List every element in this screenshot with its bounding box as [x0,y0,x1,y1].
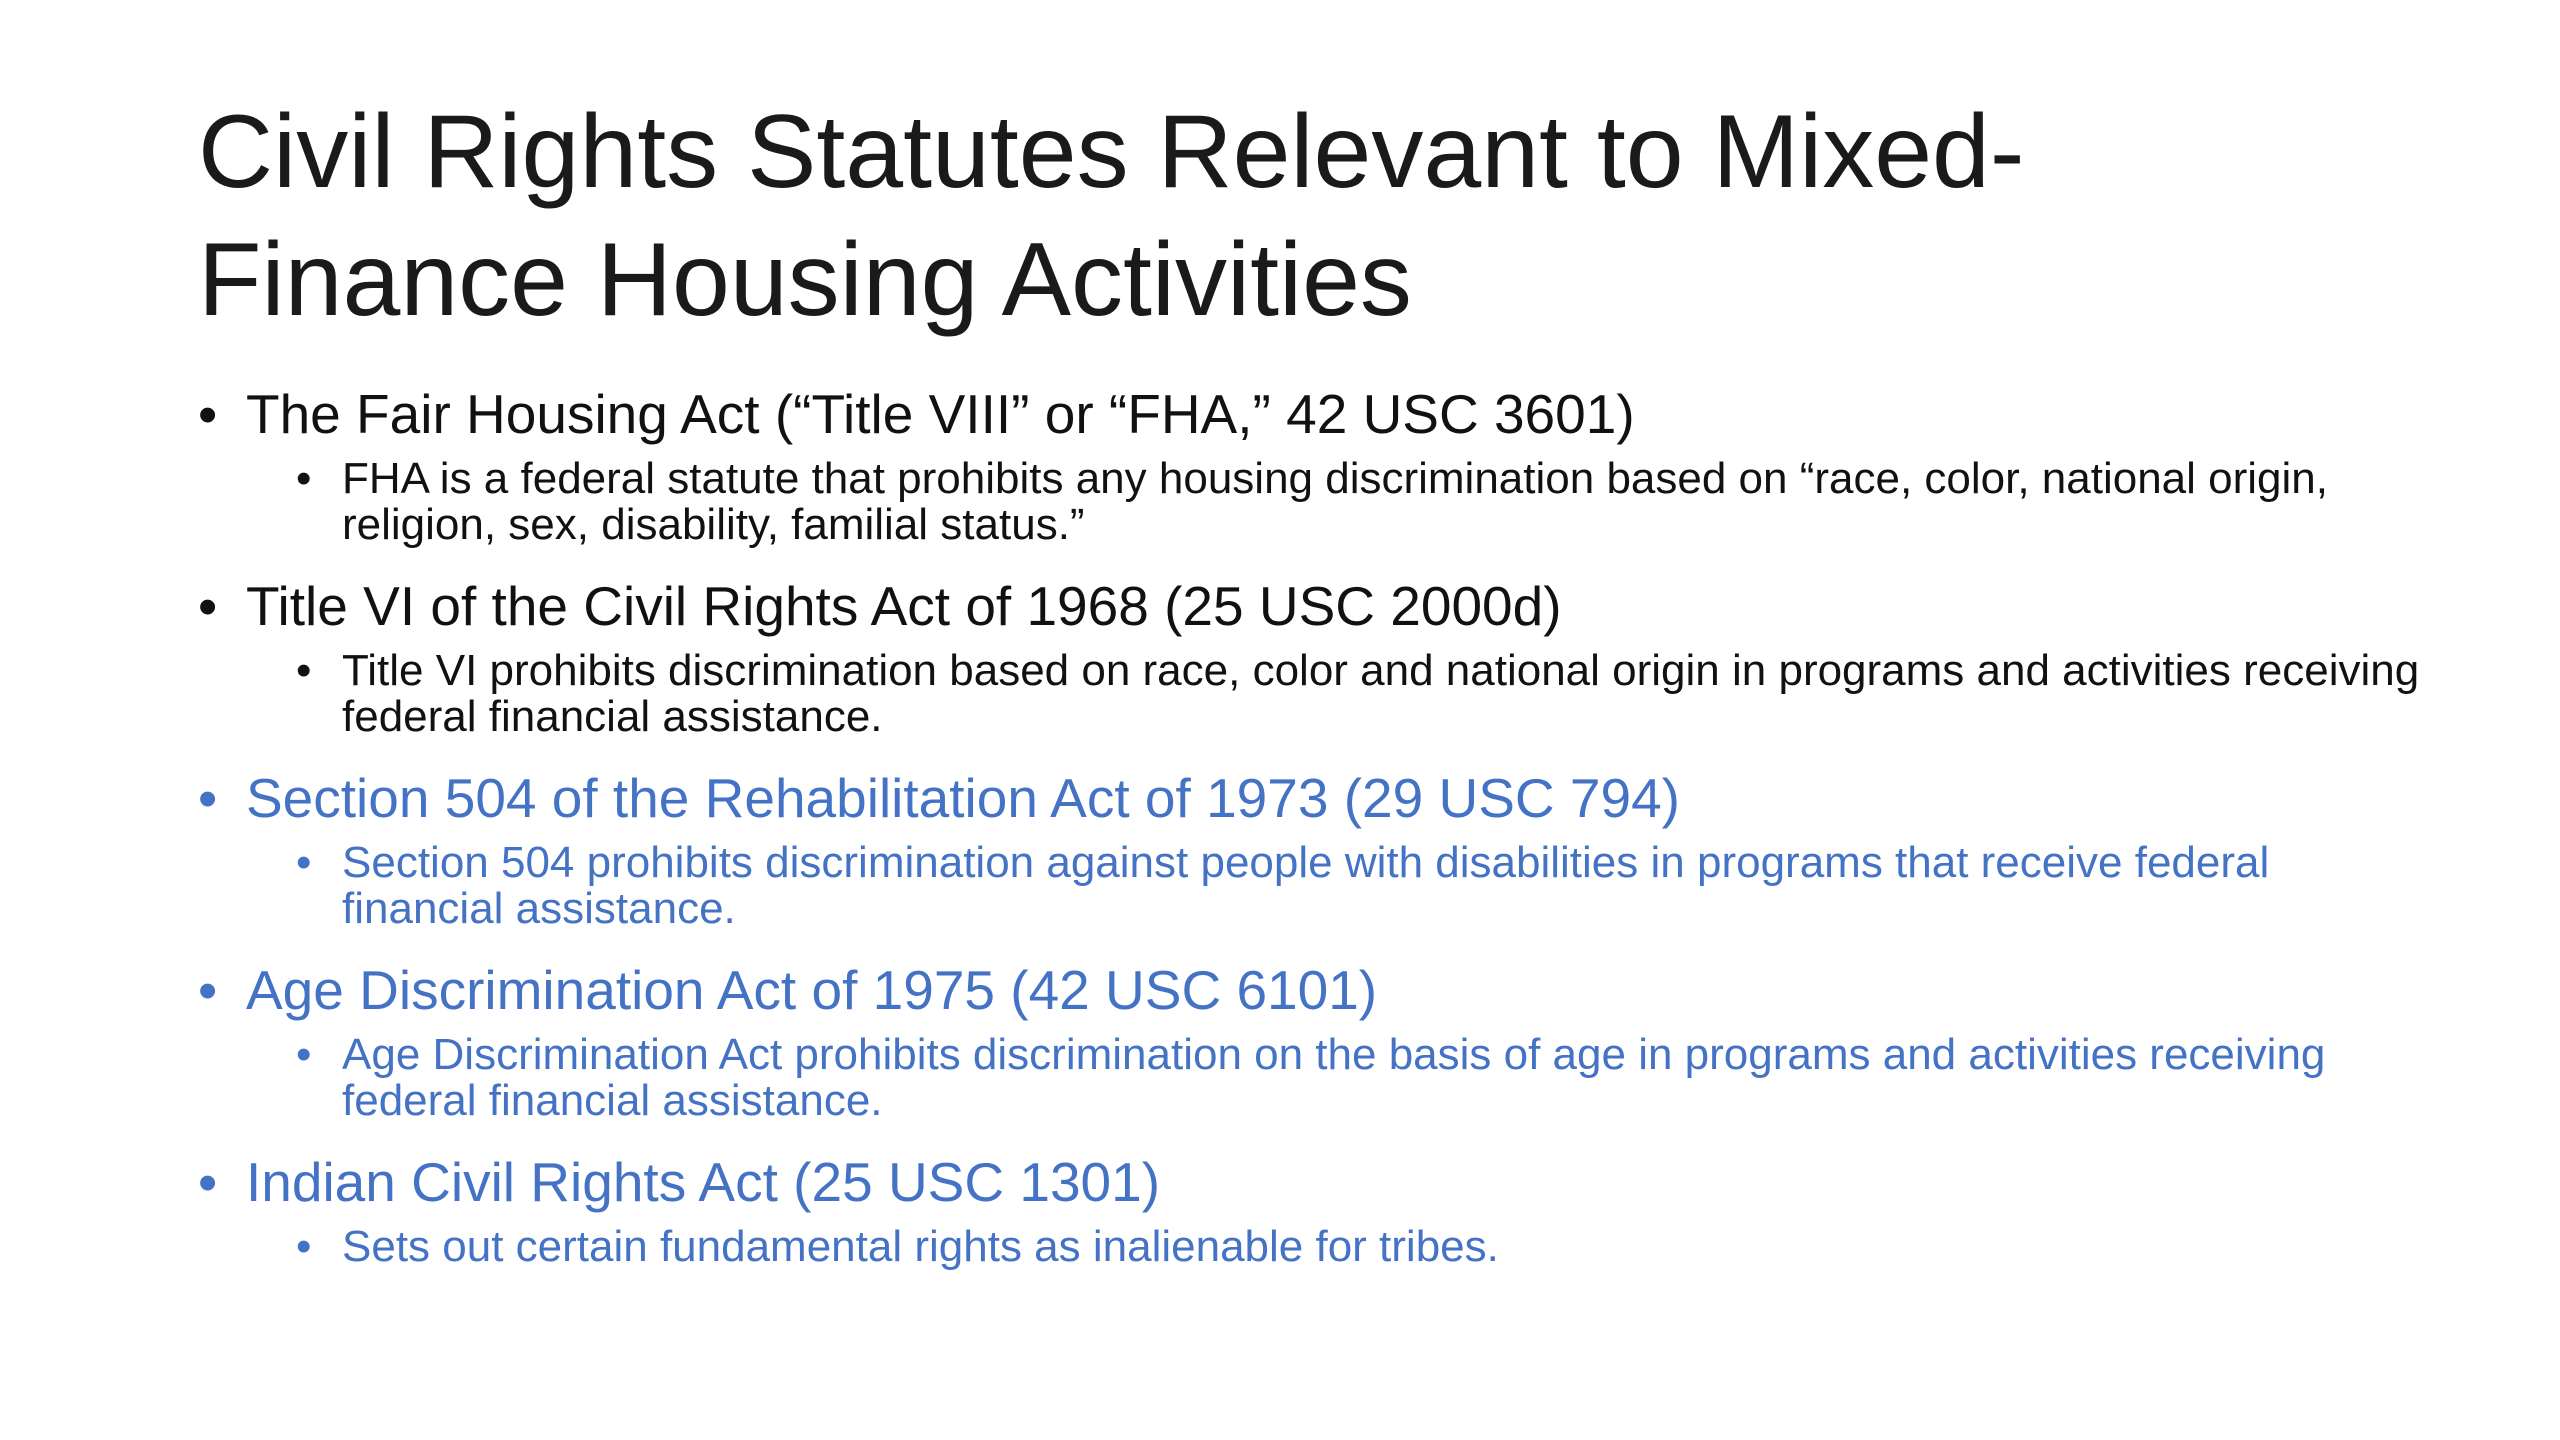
bullet-icon: • [198,959,218,1021]
bullet-list [198,378,2438,1270]
bullet-icon: • [296,646,312,695]
statute-heading-text: The Fair Housing Act (“Title VIII” or “FHA,” 42 USC 3601) [246,383,1635,445]
statute-detail [296,648,2438,740]
statute-heading [198,762,2438,834]
statute-heading-text: Age Discrimination Act of 1975 (42 USC 6101) [246,959,1378,1021]
bullet-icon: • [198,767,218,829]
statute-heading-text: Section 504 of the Rehabilitation Act of 1973 (29 USC 794) [246,767,1680,829]
slide-title-line-1: Civil Rights Statutes Relevant to Mixed- [198,94,2025,210]
statute-heading [198,954,2438,1026]
bullet-icon: • [296,838,312,887]
statute-detail-text: Section 504 prohibits discrimination against people with disabilities in programs that receive federal financial assistance. [342,838,2270,933]
statute-detail [296,1032,2438,1124]
statute-detail [296,1224,2438,1270]
statute-detail-text: FHA is a federal statute that prohibits any housing discrimination based on “race, color, national origin, religion, sex, disability, familial status.” [342,454,2328,549]
statute-heading-text: Title VI of the Civil Rights Act of 1968 (25 USC 2000d) [246,575,1562,637]
statute-item-age-discrimination-act [198,954,2438,1124]
bullet-icon: • [296,454,312,503]
statute-heading-text: Indian Civil Rights Act (25 USC 1301) [246,1151,1161,1213]
bullet-icon: • [198,383,218,445]
statute-detail [296,840,2438,932]
bullet-icon: • [198,575,218,637]
statute-detail [296,456,2438,548]
statute-item-title-vi [198,570,2438,740]
statute-item-indian-civil-rights-act [198,1146,2438,1270]
statute-heading [198,570,2438,642]
statute-item-fair-housing-act [198,378,2438,548]
statute-heading [198,1146,2438,1218]
bullet-icon: • [198,1151,218,1213]
slide-title [198,88,2398,344]
statute-detail-text: Sets out certain fundamental rights as inalienable for tribes. [342,1222,1499,1271]
statute-heading [198,378,2438,450]
statute-detail-text: Age Discrimination Act prohibits discrimination on the basis of age in programs and activities receiving federal financial assistance. [342,1030,2326,1125]
statute-detail-text: Title VI prohibits discrimination based on race, color and national origin in programs and activities receiving federal financial assistance. [342,646,2420,741]
bullet-icon: • [296,1222,312,1271]
bullet-icon: • [296,1030,312,1079]
statute-item-section-504 [198,762,2438,932]
slide-title-line-2: Finance Housing Activities [198,222,1412,338]
